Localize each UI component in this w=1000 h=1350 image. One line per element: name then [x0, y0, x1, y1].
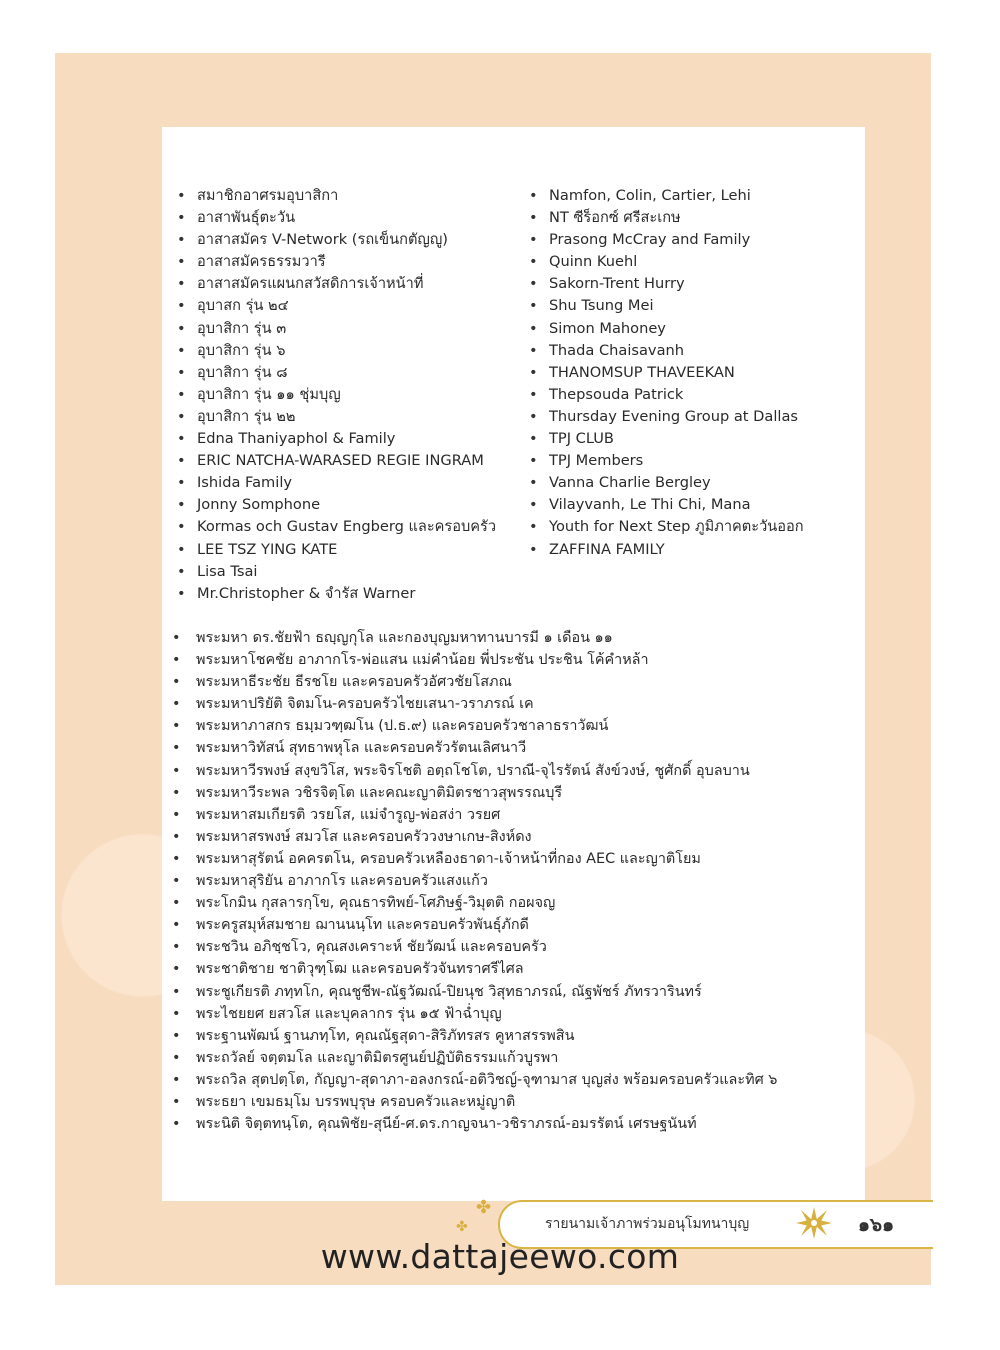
- footer-title: รายนามเจ้าภาพร่วมอนุโมทนาบุญ: [545, 1216, 750, 1232]
- list-item: • THANOMSUP THAVEEKAN: [529, 362, 804, 384]
- list-item: • พระชาติชาย ชาติวุฑฺโฒ และครอบครัวจันทราศรีไศล: [172, 958, 777, 980]
- list-item: • พระมหาวีระพล วชิรจิตฺโต และคณะญาติมิตรชาวสุพรรณบุรี: [172, 782, 777, 804]
- list-item: • ZAFFINA FAMILY: [529, 539, 804, 561]
- right-donor-list: [529, 185, 804, 561]
- list-item: • TPJ Members: [529, 450, 804, 472]
- list-item: • Thada Chaisavanh: [529, 340, 804, 362]
- list-item: • Kormas och Gustav Engberg และครอบครัว: [177, 516, 496, 538]
- list-item: • พระมหาธีระชัย ธีรชโย และครอบครัวอัศวชัยโสภณ: [172, 671, 777, 693]
- list-item: • พระโกมิน กุสลารกฺโข, คุณธารทิพย์-โศภิษฐ์-วิมุตติ กอผจญ: [172, 892, 777, 914]
- list-item: • อาสาสมัครธรรมวารี: [177, 251, 496, 273]
- list-item: • NT ซีร็อกซ์ ศรีสะเกษ: [529, 207, 804, 229]
- list-item: • TPJ CLUB: [529, 428, 804, 450]
- website-url[interactable]: www.dattajeewo.com: [320, 1237, 680, 1276]
- page-number: ๑๖๑: [858, 1214, 895, 1236]
- list-item: • อุบาสิกา รุ่น ๖: [177, 340, 496, 362]
- list-item: • Mr.Christopher & จำรัส Warner: [177, 583, 496, 605]
- list-item: • พระมหาภาสกร ธมฺมวฑฺฒโน (ป.ธ.๙) และครอบครัวชาลาธราวัฒน์: [172, 715, 777, 737]
- list-item: • พระธยา เขมธมฺโม บรรพบุรุษ ครอบครัวและหมู่ญาติ: [172, 1091, 777, 1113]
- list-item: • Simon Mahoney: [529, 318, 804, 340]
- monk-donor-list: [172, 627, 777, 1135]
- list-item: • พระถวัลย์ จตฺตมโล และญาติมิตรศูนย์ปฏิบัติธรรมแก้วบูรพา: [172, 1047, 777, 1069]
- list-item: • พระไชยยศ ยสวโส และบุคลากร รุ่น ๑๕ ฟ้าฉ่ำบุญ: [172, 1003, 777, 1025]
- list-item: • อุบาสิกา รุ่น ๑๑ ชุ่มบุญ: [177, 384, 496, 406]
- list-item: • Shu Tsung Mei: [529, 295, 804, 317]
- list-item: • อุบาสก รุ่น ๒๔: [177, 295, 496, 317]
- list-item: • อาสาสมัครแผนกสวัสดิการเจ้าหน้าที่: [177, 273, 496, 295]
- list-item: • พระมหาวีรพงษ์ สงฺขวิโส, พระจิรโชติ อตฺถโชโต, ปราณี-จุไรรัตน์ สังข์วงษ์, ชูศักดิ์ อุบลบาน: [172, 760, 777, 782]
- list-item: • พระมหาสุริยัน อาภากโร และครอบครัวแสงแก้ว: [172, 870, 777, 892]
- list-item: • LEE TSZ YING KATE: [177, 539, 496, 561]
- left-donor-list: [177, 185, 496, 605]
- list-item: • Prasong McCray and Family: [529, 229, 804, 251]
- list-item: • อาสาสมัคร V-Network (รถเข็นกตัญญู): [177, 229, 496, 251]
- list-item: • Edna Thaniyaphol & Family: [177, 428, 496, 450]
- list-item: • Vanna Charlie Bergley: [529, 472, 804, 494]
- list-item: • พระฐานพัฒน์ ฐานภทฺโท, คุณณัฐสุดา-สิริภัทรสร คูหาสรรพสิน: [172, 1025, 777, 1047]
- list-item: • พระมหาปริยัติ จิตมโน-ครอบครัวไชยเสนา-วราภรณ์ เค: [172, 693, 777, 715]
- list-item: • Namfon, Colin, Cartier, Lehi: [529, 185, 804, 207]
- list-item: • Thursday Evening Group at Dallas: [529, 406, 804, 428]
- list-item: • Jonny Somphone: [177, 494, 496, 516]
- list-item: • Thepsouda Patrick: [529, 384, 804, 406]
- list-item: • Lisa Tsai: [177, 561, 496, 583]
- list-item: • พระมหาโชคชัย อาภากโร-พ่อแสน แม่คำน้อย พี่ประชัน ประชิน โค้คำหล้า: [172, 649, 777, 671]
- list-item: • พระนิติ จิตฺตทนฺโต, คุณพิชัย-สุนีย์-ศ.ดร.กาญจนา-วชิราภรณ์-อมรรัตน์ เศรษฐนันท์: [172, 1113, 777, 1135]
- list-item: • อุบาสิกา รุ่น ๘: [177, 362, 496, 384]
- list-item: • พระมหาสมเกียรติ วรยโส, แม่จำรูญ-พ่อสง่า วรยศ: [172, 804, 777, 826]
- list-item: • พระมหา ดร.ชัยฟ้า ธญฺญกุโล และกองบุญมหาทานบารมี ๑ เดือน ๑๑: [172, 627, 777, 649]
- list-item: • พระชวิน อภิชฺชโว, คุณสงเคราะห์ ชัยวัฒน์ และครอบครัว: [172, 936, 777, 958]
- small-star-ornament-icon: ✤: [476, 1197, 492, 1218]
- list-item: • พระมหาสรพงษ์ สมวโส และครอบครัววงษาเกษ-สิงห์ดง: [172, 826, 777, 848]
- list-item: • Vilayvanh, Le Thi Chi, Mana: [529, 494, 804, 516]
- list-item: • อุบาสิกา รุ่น ๓: [177, 318, 496, 340]
- list-item: • พระมหาวิทัสน์ สุทธาพหุโล และครอบครัวรัตนเลิศนาวี: [172, 737, 777, 759]
- small-star-ornament-icon: ✤: [456, 1219, 468, 1235]
- list-item: • ERIC NATCHA-WARASED REGIE INGRAM: [177, 450, 496, 472]
- list-item: • อุบาสิกา รุ่น ๒๒: [177, 406, 496, 428]
- list-item: • สมาชิกอาศรมอุบาสิกา: [177, 185, 496, 207]
- list-item: • Ishida Family: [177, 472, 496, 494]
- list-item: • พระถวิล สุตปตฺโต, กัญญา-สุดาภา-อลงกรณ์-อติวิชญ์-จุฑามาส บุญส่ง พร้อมครอบครัวและทิศ ๖: [172, 1069, 777, 1091]
- list-item: • พระชูเกียรติ ภทฺทโก, คุณชูชีพ-ณัฐวัฒณ์-ปิยนุช วิสุทธาภรณ์, ณัฐพัชร์ ภัทรวารินทร์: [172, 981, 777, 1003]
- list-item: • Youth for Next Step ภูมิภาคตะวันออก: [529, 516, 804, 538]
- list-item: • อาสาพันธุ์ตะวัน: [177, 207, 496, 229]
- list-item: • พระครูสมุห์สมชาย ฌานนนฺโท และครอบครัวพันธุ์ภักดี: [172, 914, 777, 936]
- list-item: • พระมหาสุรัตน์ อคครตโน, ครอบครัวเหลืองธาดา-เจ้าหน้าที่กอง AEC และญาติโยม: [172, 848, 777, 870]
- list-item: • Sakorn-Trent Hurry: [529, 273, 804, 295]
- list-item: • Quinn Kuehl: [529, 251, 804, 273]
